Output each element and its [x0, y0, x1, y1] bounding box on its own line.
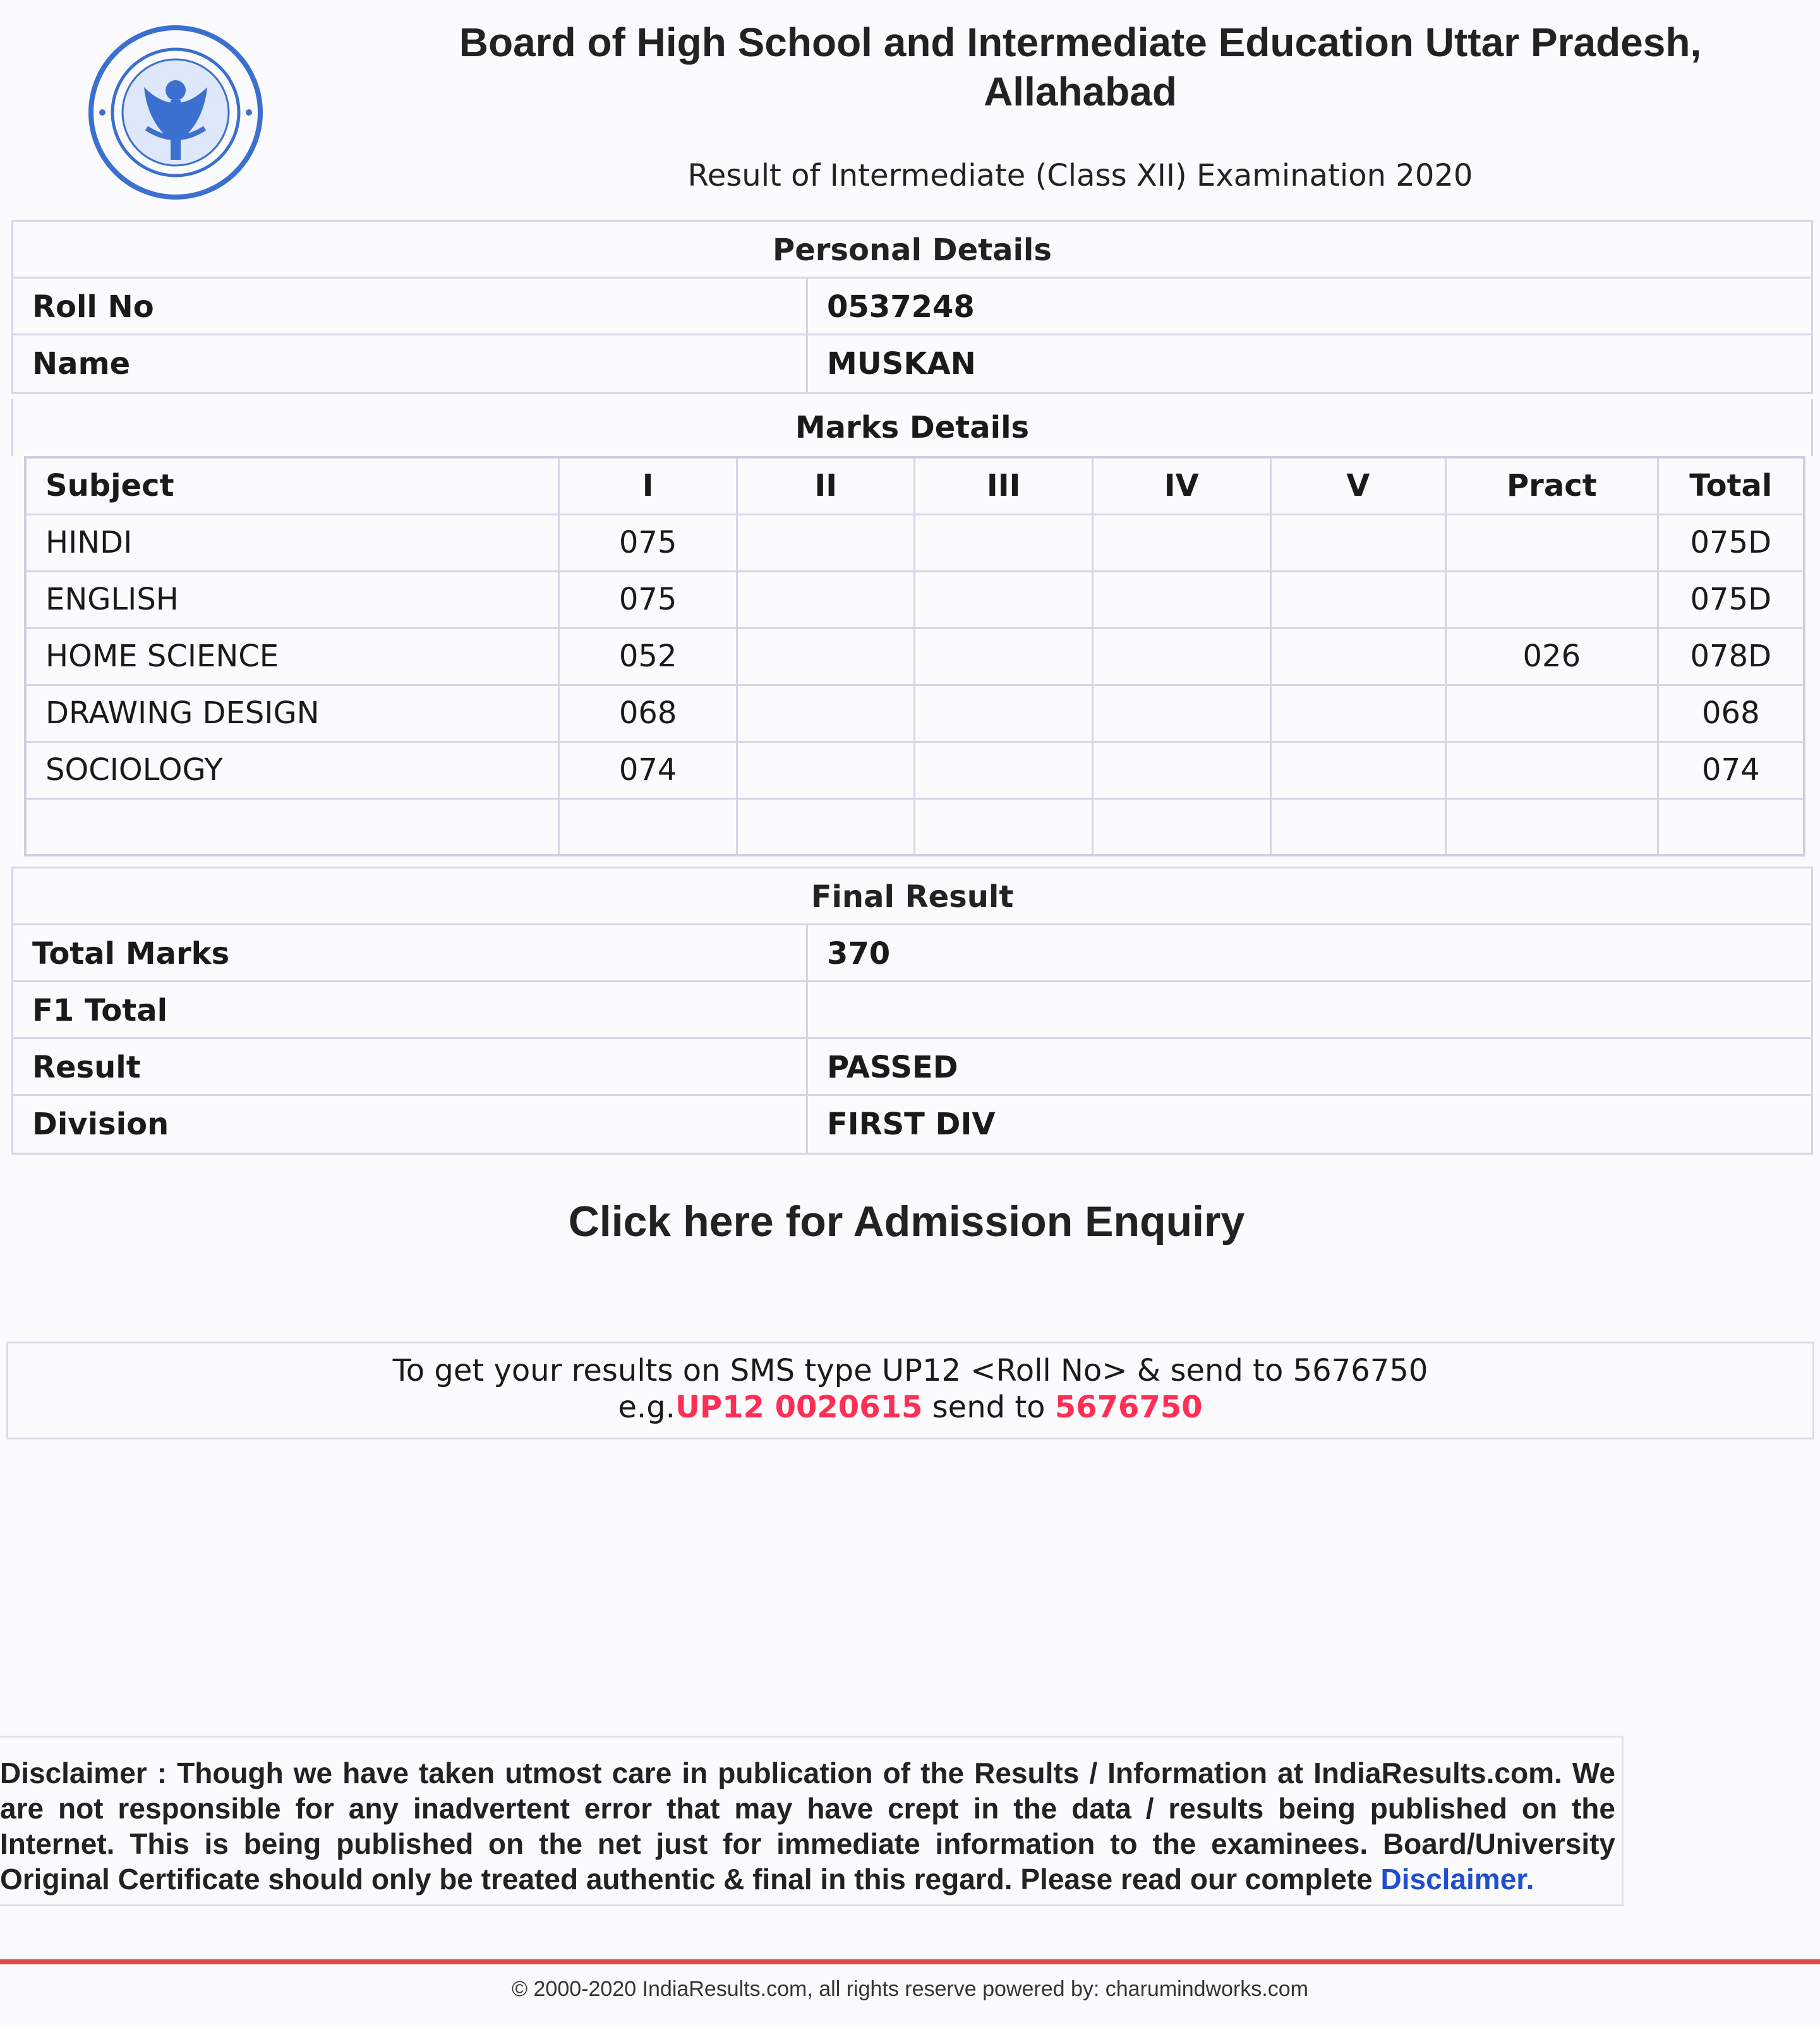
disclaimer-text: Disclaimer : Though we have taken utmost care in publication of the Results / Information at IndiaResults.com. We are not responsible for any inadvertent error that may have crept in the data / results being published on the Internet. This is being published on the net just for immediate information to the examinees. Board/University Original Certificate should only be treated authentic & final in this regard. Please read our complete: [0, 1757, 1615, 1896]
marks-cell: [1446, 571, 1658, 628]
up-government-seal-icon: [83, 24, 268, 201]
sms-instruction: To get your results on SMS type UP12 <Roll No> & send to 5676750: [392, 1353, 1428, 1388]
marks-cell: 026: [1446, 628, 1658, 685]
marks-cell: [915, 628, 1093, 685]
name-row: [13, 335, 1811, 392]
marks-cell: 052: [559, 628, 737, 685]
marks-cell: [1092, 628, 1270, 685]
result-row: [13, 1039, 1811, 1096]
marks-cell: [1092, 514, 1270, 571]
col-header-subject: Subject: [25, 457, 559, 514]
sms-info-box: [6, 1342, 1814, 1439]
marks-cell: 075: [559, 514, 737, 571]
marks-row: [25, 742, 1804, 798]
roll-no-value: 0537248: [827, 289, 975, 325]
marks-cell: [1092, 685, 1270, 742]
marks-cell: [1270, 798, 1446, 855]
roll-no-row: [13, 279, 1811, 335]
final-result-heading: Final Result: [13, 868, 1811, 925]
marks-table-body: [25, 514, 1804, 855]
copyright-text: © 2000-2020 IndiaResults.com, all rights reserve powered by: charumindworks.com: [512, 1977, 1308, 2001]
marks-cell: [915, 742, 1093, 798]
marks-cell: [1092, 798, 1270, 855]
personal-details-section: [11, 220, 1813, 394]
marks-cell: HOME SCIENCE: [25, 628, 559, 685]
total-marks-row: [13, 925, 1811, 982]
col-header-iv: IV: [1092, 457, 1270, 514]
name-label: Name: [13, 335, 808, 392]
marks-header-row: [25, 457, 1804, 514]
roll-no-label: Roll No: [13, 279, 808, 333]
marks-cell: [737, 742, 915, 798]
sms-example-mid: send to: [922, 1390, 1055, 1425]
marks-details-heading: Marks Details: [11, 399, 1813, 456]
marks-cell: [1092, 742, 1270, 798]
division-value: FIRST DIV: [827, 1107, 996, 1142]
col-header-total: Total: [1658, 457, 1804, 514]
marks-cell: [1270, 742, 1446, 798]
f1-total-value: [808, 982, 1811, 1037]
col-header-ii: II: [737, 457, 915, 514]
marks-cell: 074: [1658, 742, 1804, 798]
board-title-line2: Allahabad: [984, 69, 1177, 114]
marks-cell: [25, 798, 559, 855]
name-value: MUSKAN: [827, 346, 976, 382]
sms-example-number: 5676750: [1054, 1390, 1203, 1425]
marks-cell: [915, 685, 1093, 742]
board-title-line1: Board of High School and Intermediate Education Uttar Pradesh,: [459, 20, 1702, 65]
marks-cell: [1446, 742, 1658, 798]
marks-cell: SOCIOLOGY: [25, 742, 559, 798]
result-label: Result: [13, 1039, 808, 1094]
marks-cell: [737, 798, 915, 855]
sms-example: [8, 1389, 1812, 1426]
marks-cell: [915, 571, 1093, 628]
marks-cell: 078D: [1658, 628, 1804, 685]
sms-example-prefix: e.g.: [618, 1390, 675, 1425]
col-header-iii: III: [915, 457, 1093, 514]
marks-cell: [1446, 514, 1658, 571]
marks-cell: [559, 798, 737, 855]
marks-cell: [915, 798, 1093, 855]
final-result-section: [11, 867, 1813, 1155]
marks-cell: [737, 685, 915, 742]
division-label: Division: [13, 1096, 808, 1153]
exam-subtitle: Result of Intermediate (Class XII) Examination 2020: [687, 158, 1473, 193]
marks-cell: 068: [1658, 685, 1804, 742]
marks-table: [24, 456, 1805, 856]
total-marks-label: Total Marks: [13, 925, 808, 980]
footer-divider: [0, 1959, 1820, 1964]
marks-row: [25, 571, 1804, 628]
marks-cell: [1658, 798, 1804, 855]
marks-cell: [1092, 571, 1270, 628]
marks-cell: [1270, 571, 1446, 628]
col-header-v: V: [1270, 457, 1446, 514]
marks-cell: [1446, 798, 1658, 855]
marks-row: [25, 628, 1804, 685]
admission-enquiry-link[interactable]: Click here for Admission Enquiry: [568, 1198, 1245, 1246]
marks-cell: [1446, 685, 1658, 742]
f1-total-row: [13, 982, 1811, 1039]
total-marks-value: 370: [827, 936, 891, 971]
col-header-i: I: [559, 457, 737, 514]
marks-row: [25, 514, 1804, 571]
marks-cell: HINDI: [25, 514, 559, 571]
sms-example-code: UP12 0020615: [675, 1390, 923, 1425]
marks-cell: [1270, 514, 1446, 571]
marks-cell: [1270, 628, 1446, 685]
marks-cell: [915, 514, 1093, 571]
board-title: [404, 18, 1756, 116]
marks-row: [25, 798, 1804, 855]
marks-cell: [1270, 685, 1446, 742]
marks-cell: 068: [559, 685, 737, 742]
disclaimer-box: [0, 1736, 1624, 1906]
disclaimer-link[interactable]: Disclaimer.: [1380, 1863, 1534, 1896]
marks-cell: ENGLISH: [25, 571, 559, 628]
division-row: [13, 1096, 1811, 1153]
marks-cell: DRAWING DESIGN: [25, 685, 559, 742]
marks-cell: 075D: [1658, 571, 1804, 628]
marks-cell: [737, 514, 915, 571]
marks-cell: 075D: [1658, 514, 1804, 571]
personal-details-heading: Personal Details: [13, 222, 1811, 279]
result-value: PASSED: [827, 1050, 958, 1085]
marks-row: [25, 685, 1804, 742]
marks-cell: [737, 571, 915, 628]
marks-cell: 074: [559, 742, 737, 798]
f1-total-label: F1 Total: [13, 982, 808, 1037]
marks-cell: 075: [559, 571, 737, 628]
marks-cell: [737, 628, 915, 685]
col-header-pract: Pract: [1446, 457, 1658, 514]
